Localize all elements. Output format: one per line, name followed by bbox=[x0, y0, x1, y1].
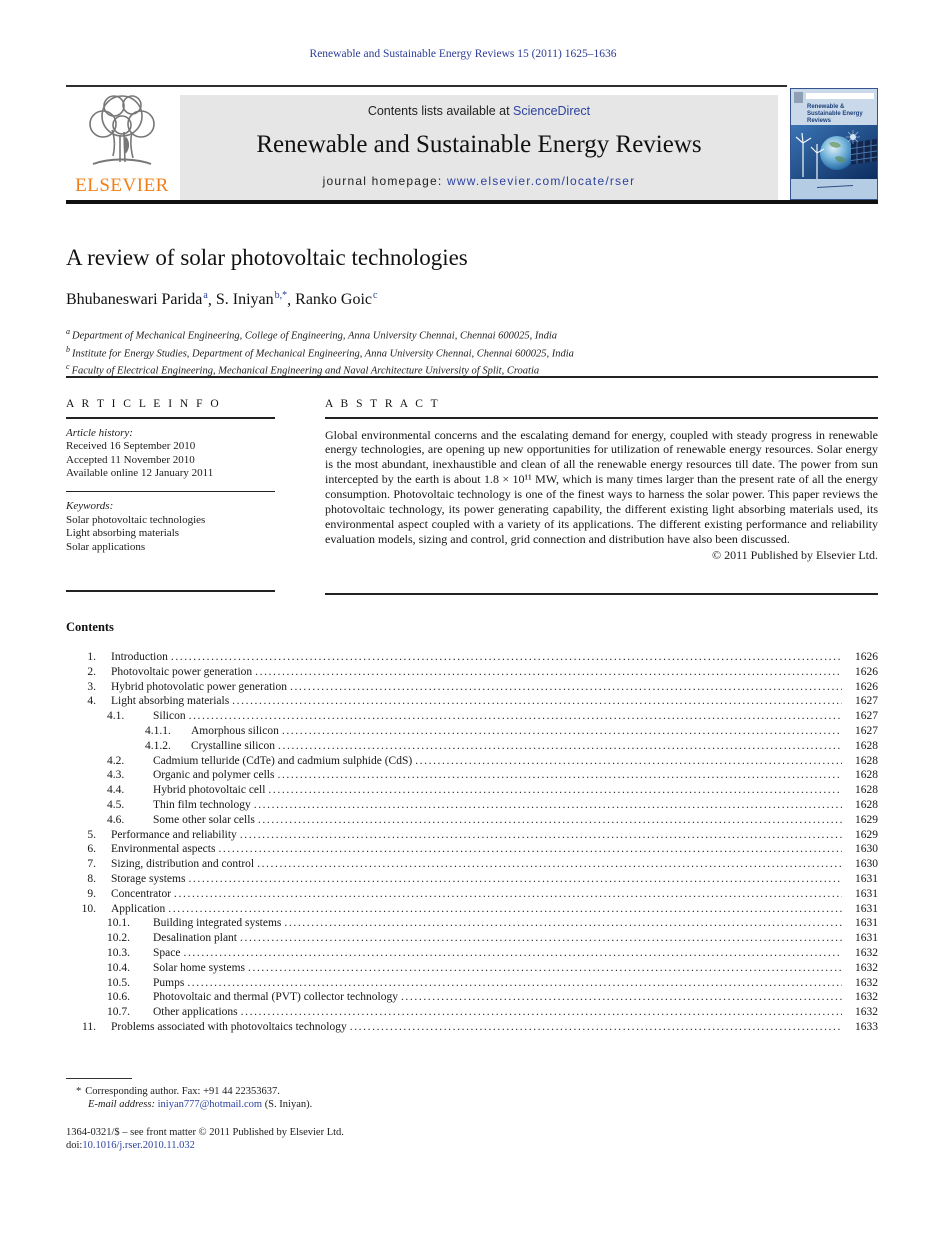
toc-entry-label: Storage systems bbox=[111, 872, 186, 885]
toc-entry-number: 4.5. bbox=[107, 798, 125, 811]
masthead-bottom-rule bbox=[66, 200, 878, 204]
history-item: Accepted 11 November 2010 bbox=[66, 453, 195, 466]
toc-dot-leader bbox=[187, 976, 842, 991]
toc-entry[interactable] bbox=[66, 887, 878, 902]
toc-entry-label: Hybrid photovoltaic cell bbox=[153, 784, 266, 797]
toc-entry-label: Organic and polymer cells bbox=[153, 769, 275, 782]
toc-entry-page: 1631 bbox=[855, 902, 878, 915]
toc-entry-label: Silicon bbox=[153, 710, 186, 723]
toc-dot-leader bbox=[255, 665, 842, 680]
toc-entry-label: Thin film technology bbox=[153, 798, 251, 811]
homepage-prefix: journal homepage: bbox=[322, 174, 447, 188]
toc-entry-page: 1632 bbox=[855, 961, 878, 974]
footnote-block bbox=[66, 1078, 486, 1152]
toc-entry[interactable] bbox=[66, 872, 878, 887]
toc-entry-page: 1627 bbox=[855, 710, 878, 723]
author-affiliation-sup: c bbox=[373, 290, 378, 301]
toc-dot-leader bbox=[241, 1005, 842, 1020]
toc-dot-leader bbox=[277, 768, 842, 783]
toc-entry[interactable] bbox=[66, 902, 878, 917]
toc-entry-label: Crystalline silicon bbox=[191, 739, 276, 752]
keywords-block bbox=[66, 500, 286, 554]
keywords-list bbox=[66, 514, 286, 555]
author-affiliation-sup: a bbox=[203, 290, 208, 301]
toc-entry[interactable] bbox=[66, 1005, 878, 1020]
journal-homepage-line bbox=[180, 174, 778, 188]
homepage-link[interactable]: www.elsevier.com/locate/rser bbox=[447, 174, 636, 188]
toc-dot-leader bbox=[174, 887, 842, 902]
article-head-rule bbox=[66, 376, 878, 378]
toc-entry-page: 1629 bbox=[855, 828, 878, 841]
toc-entry-label: Pumps bbox=[153, 976, 185, 989]
cover-artwork bbox=[791, 125, 877, 180]
toc-dot-leader bbox=[268, 783, 842, 798]
affiliation-line: $^b$ Institute for Energy Studies, Department of Mechanical Engineering, Anna University Chennai, Chennai 600025, India bbox=[66, 344, 574, 359]
abstract-text: Global environmental concerns and the escalating demand for energy, coupled with steady progress in renewable energy technologies, are opening up new opportunities for utilization of renewable energy resources. Solar energy is the most abundant, inexhaustible and clean of all the renewable energy resources till date. The power from sun intercepted by the earth is about 1.8 × 10¹¹ MW, which is many times larger than the present rate of all the energy consumption. Photovoltaic technology is one of the finest ways to harness the solar power. This paper reviews the photovoltaic technology, its power generating capability, the different existing light absorbing materials used, its environmental aspect coupled with a variety of its applications. The different existing performance and reliability evaluation models, sizing and control, grid connection and distribution have also been discussed. bbox=[325, 427, 878, 546]
toc-entry[interactable] bbox=[66, 961, 878, 976]
toc-entry[interactable] bbox=[66, 694, 878, 709]
affiliations bbox=[66, 325, 878, 378]
toc-entry[interactable] bbox=[66, 665, 878, 680]
article-info-heading: A R T I C L E I N F O bbox=[66, 398, 222, 410]
toc-entry-page: 1631 bbox=[855, 932, 878, 945]
toc-dot-leader bbox=[171, 650, 842, 665]
toc-entry-number: 9. bbox=[87, 887, 96, 900]
toc-entry[interactable] bbox=[66, 709, 878, 724]
history-item: Received 16 September 2010 bbox=[66, 440, 196, 452]
keyword-item: Solar applications bbox=[66, 540, 146, 553]
toc-entry[interactable] bbox=[66, 946, 878, 961]
toc-dot-leader bbox=[284, 916, 842, 931]
toc-entry-label: Photovoltaic power generation bbox=[111, 665, 253, 678]
article-info-bottom-rule bbox=[66, 590, 275, 592]
toc-dot-leader bbox=[401, 990, 842, 1005]
toc-entry-page: 1628 bbox=[855, 769, 878, 782]
footnote-rule bbox=[66, 1078, 132, 1079]
toc-entry-page: 1631 bbox=[855, 917, 878, 930]
toc-entry-number: 10.5. bbox=[107, 976, 130, 989]
article-info-column bbox=[66, 398, 306, 598]
toc-dot-leader bbox=[290, 680, 842, 695]
contents-lists-prefix: Contents lists available at bbox=[367, 104, 514, 118]
article-history-label: Article history: bbox=[66, 426, 133, 439]
toc-entry[interactable] bbox=[66, 1020, 878, 1035]
toc-dot-leader bbox=[189, 709, 842, 724]
toc-entry-label: Hybrid photovolatic power generation bbox=[111, 680, 287, 693]
toc-entry-label: Problems associated with photovoltaics technology bbox=[111, 1020, 347, 1033]
toc-entry-page: 1629 bbox=[855, 813, 878, 826]
toc-dot-leader bbox=[282, 724, 842, 739]
toc-entry-page: 1631 bbox=[855, 887, 878, 900]
toc-entry-page: 1627 bbox=[855, 695, 878, 708]
toc-entry-page: 1628 bbox=[855, 739, 878, 752]
toc-entry-label: Space bbox=[153, 946, 181, 959]
toc-dot-leader bbox=[218, 842, 842, 857]
toc-entry-number: 7. bbox=[87, 858, 96, 871]
toc-entry-page: 1631 bbox=[855, 872, 878, 885]
affiliation-line: $^a$ Department of Mechanical Engineering, College of Engineering, Anna University Chennai, Chennai 600025, India bbox=[66, 327, 558, 342]
cover-journal-title: Renewable & Sustainable Energy Reviews bbox=[807, 104, 863, 124]
toc-entry[interactable] bbox=[66, 680, 878, 695]
toc-entry[interactable] bbox=[66, 783, 878, 798]
toc-entry[interactable] bbox=[66, 768, 878, 783]
toc-dot-leader bbox=[248, 961, 842, 976]
toc-entry-label: Other applications bbox=[153, 1006, 238, 1019]
toc-entry-number: 10. bbox=[81, 902, 96, 915]
toc-entry-page: 1630 bbox=[855, 858, 878, 871]
toc-dot-leader bbox=[415, 754, 842, 769]
toc-entry-page: 1628 bbox=[855, 754, 878, 767]
header-top-rule bbox=[66, 85, 787, 87]
toc-entry[interactable] bbox=[66, 990, 878, 1005]
toc-entry-label: Photovoltaic and thermal (PVT) collector technology bbox=[153, 991, 398, 1004]
author-line: Bhubaneswari Parida$^a$, S. Iniyan$^{b,*}$, Ranko Goic$^c$ bbox=[66, 290, 378, 309]
history-item: Available online 12 January 2011 bbox=[66, 467, 214, 479]
corresponding-author-note bbox=[66, 1085, 486, 1098]
article-title: A review of solar photovoltaic technologies bbox=[66, 245, 468, 270]
toc-entry[interactable] bbox=[66, 739, 878, 754]
email-line bbox=[66, 1098, 486, 1111]
toc-dot-leader bbox=[232, 694, 842, 709]
toc-entry-number: 3. bbox=[87, 680, 96, 693]
toc-entry-number: 4.1. bbox=[107, 710, 125, 723]
toc-entry-page: 1630 bbox=[855, 843, 878, 856]
doi-link[interactable]: 10.1016/j.rser.2010.11.032 bbox=[82, 1140, 195, 1151]
toc-entry-number: 1. bbox=[87, 651, 96, 663]
toc-entry-label: Concentrator bbox=[111, 887, 172, 900]
toc-entry[interactable] bbox=[66, 828, 878, 843]
toc-entry[interactable] bbox=[66, 798, 878, 813]
toc-entry[interactable] bbox=[66, 842, 878, 857]
toc-entry-number: 2. bbox=[87, 665, 96, 678]
toc-entry-page: 1628 bbox=[855, 798, 878, 811]
toc-entry-number: 11. bbox=[82, 1020, 96, 1033]
table-of-contents bbox=[66, 650, 878, 1035]
cover-sciencedirect-mark bbox=[817, 185, 853, 193]
toc-entry-label: Building integrated systems bbox=[153, 917, 282, 930]
toc-entry[interactable] bbox=[66, 754, 878, 769]
toc-entry-number: 6. bbox=[87, 843, 96, 856]
toc-entry-label: Application bbox=[111, 902, 166, 915]
contents-lists-line bbox=[180, 104, 778, 118]
article-history-list bbox=[66, 440, 286, 481]
toc-entry-label: Some other solar cells bbox=[153, 813, 255, 826]
toc-entry-label: Cadmium telluride (CdTe) and cadmium sulphide (CdS) bbox=[153, 754, 413, 767]
toc-entry-number: 4.1.2. bbox=[145, 739, 171, 752]
journal-cover-thumbnail bbox=[790, 88, 878, 200]
toc-entry-number: 10.7. bbox=[107, 1006, 130, 1019]
sciencedirect-link[interactable]: ScienceDirect bbox=[513, 104, 591, 118]
toc-entry-page: 1626 bbox=[855, 651, 878, 663]
masthead-box bbox=[180, 95, 778, 200]
toc-entry-number: 4.3. bbox=[107, 769, 125, 782]
toc-entry-number: 8. bbox=[87, 872, 96, 885]
elsevier-wordmark: ELSEVIER bbox=[75, 175, 169, 196]
toc-entry[interactable] bbox=[66, 857, 878, 872]
toc-entry-page: 1628 bbox=[855, 784, 878, 797]
toc-entry-number: 10.4. bbox=[107, 961, 130, 974]
abstract-column bbox=[325, 398, 878, 608]
toc-dot-leader bbox=[183, 946, 842, 961]
toc-entry-number: 4. bbox=[87, 695, 96, 708]
affiliation-line: $^c$ Faculty of Electrical Engineering, Mechanical Engineering and Naval Architecture University of Split, Croatia bbox=[66, 362, 540, 377]
toc-dot-leader bbox=[240, 828, 842, 843]
toc-entry-page: 1626 bbox=[855, 665, 878, 678]
abstract-rule bbox=[325, 417, 878, 419]
toc-entry-number: 5. bbox=[87, 828, 96, 841]
doi-label: doi: bbox=[66, 1140, 83, 1151]
toc-entry[interactable] bbox=[66, 976, 878, 991]
running-head-citation: Renewable and Sustainable Energy Reviews 15 (2011) 1625–1636 bbox=[309, 48, 617, 60]
toc-entry-label: Environmental aspects bbox=[111, 843, 216, 856]
toc-entry-page: 1626 bbox=[855, 680, 878, 693]
toc-dot-leader bbox=[254, 798, 842, 813]
toc-entry[interactable] bbox=[66, 931, 878, 946]
toc-dot-leader bbox=[278, 739, 842, 754]
toc-entry[interactable] bbox=[66, 813, 878, 828]
elsevier-logo bbox=[66, 92, 178, 202]
toc-entry-page: 1627 bbox=[855, 724, 878, 737]
toc-entry-number: 10.1. bbox=[107, 917, 130, 930]
keyword-item: Solar photovoltaic technologies bbox=[66, 513, 206, 526]
author: Ranko Goic$^c$ bbox=[295, 290, 378, 309]
abstract-heading: A B S T R A C T bbox=[325, 398, 441, 410]
elsevier-tree-icon bbox=[79, 92, 165, 174]
toc-entry-page: 1632 bbox=[855, 946, 878, 959]
toc-dot-leader bbox=[258, 813, 842, 828]
toc-dot-leader bbox=[257, 857, 842, 872]
toc-entry-label: Introduction bbox=[111, 651, 168, 663]
email-link[interactable]: iniyan777@hotmail.com bbox=[157, 1099, 263, 1110]
toc-entry[interactable] bbox=[66, 916, 878, 931]
author-affiliation-sup: b,* bbox=[274, 290, 288, 301]
journal-title: Renewable and Sustainable Energy Reviews bbox=[256, 131, 702, 158]
corresponding-author-text: Corresponding author. Fax: +91 44 22353637. bbox=[85, 1086, 280, 1097]
toc-dot-leader bbox=[188, 872, 842, 887]
article-history-block bbox=[66, 427, 286, 481]
footnote-star: * bbox=[76, 1086, 82, 1097]
toc-entry-number: 4.6. bbox=[107, 813, 125, 826]
article-info-rule bbox=[66, 417, 275, 419]
author: S. Iniyan$^{b,*}$ bbox=[215, 290, 288, 309]
email-label: E-mail address: bbox=[88, 1099, 155, 1110]
toc-entry-number: 10.2. bbox=[107, 932, 130, 945]
toc-entry-number: 4.4. bbox=[107, 784, 125, 797]
toc-entry-number: 10.6. bbox=[107, 991, 130, 1004]
toc-entry[interactable] bbox=[66, 650, 878, 665]
email-suffix: (S. Iniyan). bbox=[264, 1099, 313, 1110]
toc-entry-number: 10.3. bbox=[107, 946, 130, 959]
abstract-bottom-rule bbox=[325, 593, 878, 595]
toc-dot-leader bbox=[350, 1020, 842, 1035]
author: Bhubaneswari Parida$^a$ bbox=[66, 290, 208, 309]
cover-white-bar bbox=[806, 93, 874, 99]
cover-bottom-band bbox=[791, 179, 877, 199]
toc-entry-number: 4.1.1. bbox=[145, 724, 171, 737]
toc-entry-label: Performance and reliability bbox=[111, 828, 237, 841]
toc-entry[interactable] bbox=[66, 724, 878, 739]
keyword-item: Light absorbing materials bbox=[66, 527, 180, 539]
issn-copyright-line: 1364-0321/$ – see front matter © 2011 Published by Elsevier Ltd. bbox=[66, 1127, 344, 1138]
toc-dot-leader bbox=[240, 931, 842, 946]
toc-dot-leader bbox=[168, 902, 842, 917]
toc-entry-label: Light absorbing materials bbox=[111, 695, 230, 708]
toc-entry-label: Desalination plant bbox=[153, 932, 237, 945]
cover-elsevier-mini-logo bbox=[794, 92, 803, 103]
toc-entry-number: 4.2. bbox=[107, 754, 125, 767]
toc-entry-label: Sizing, distribution and control bbox=[111, 858, 255, 871]
toc-entry-page: 1632 bbox=[855, 1006, 878, 1019]
toc-entry-page: 1632 bbox=[855, 976, 878, 989]
contents-heading: Contents bbox=[66, 620, 114, 634]
keywords-label: Keywords: bbox=[66, 500, 114, 512]
toc-entry-label: Solar home systems bbox=[153, 961, 245, 974]
doi-line bbox=[66, 1139, 486, 1152]
toc-entry-label: Amorphous silicon bbox=[191, 724, 279, 737]
toc-entry-page: 1632 bbox=[855, 991, 878, 1004]
toc-entry-page: 1633 bbox=[855, 1020, 878, 1033]
abstract-copyright: © 2011 Published by Elsevier Ltd. bbox=[712, 547, 878, 562]
keywords-top-rule bbox=[66, 491, 275, 493]
